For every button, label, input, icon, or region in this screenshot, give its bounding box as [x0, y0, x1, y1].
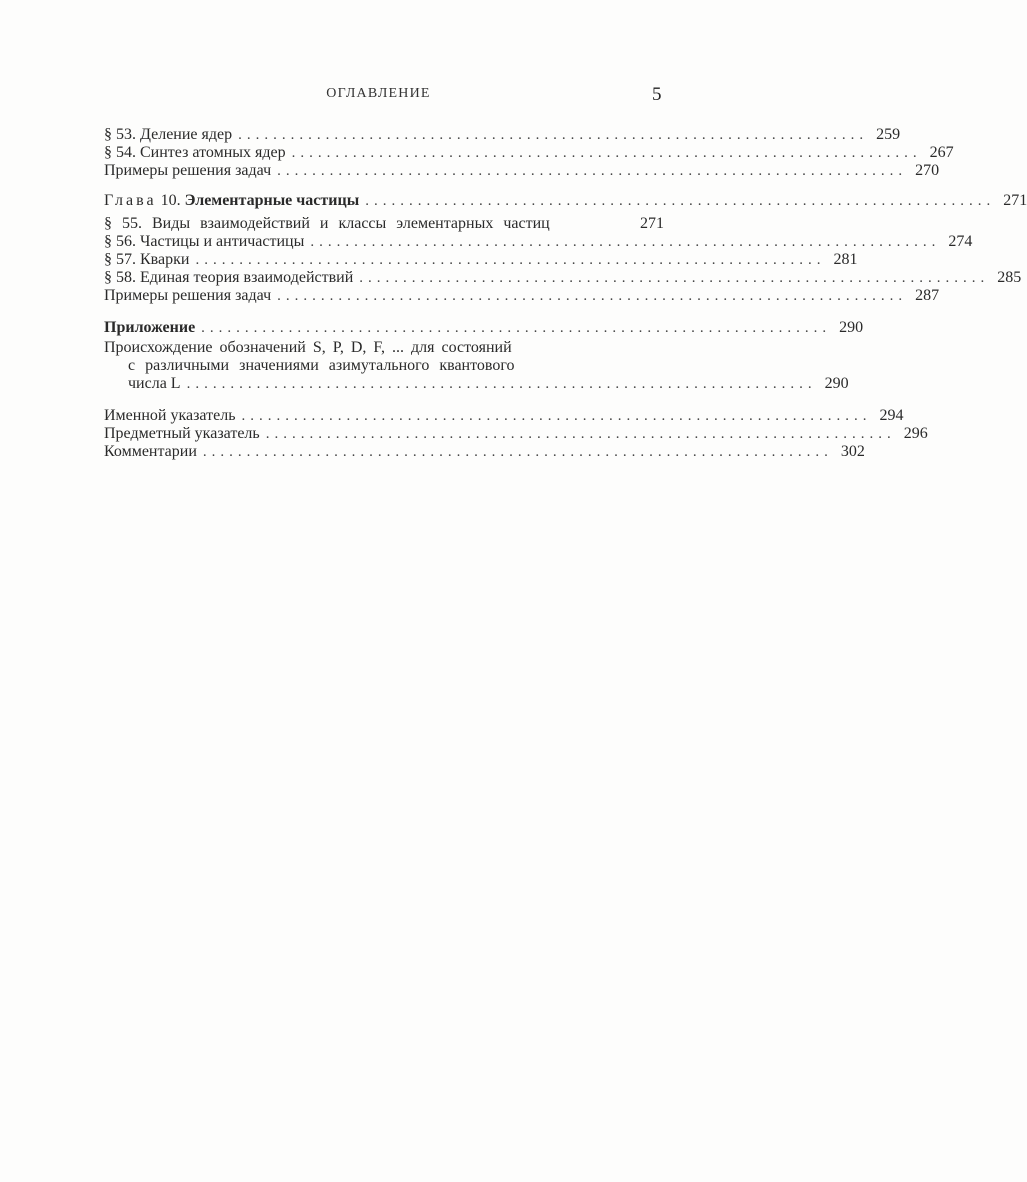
toc-entry-page: 285: [997, 269, 1022, 286]
chapter-number: 10.: [160, 192, 181, 209]
toc-chapter-entry[interactable]: [104, 192, 1027, 210]
toc-entry-title: Предметный указатель: [104, 425, 260, 442]
toc-entry-title: § 58. Единая теория взаимодействий: [104, 269, 354, 286]
toc-chapter-title: [104, 192, 359, 210]
toc-entry[interactable]: [104, 425, 928, 443]
leader-dots: ........................................................................: [310, 234, 941, 250]
toc-entry-page: 296: [903, 425, 928, 442]
leader-dots: ........................................................................: [195, 252, 826, 268]
leader-dots: ........................................................................: [241, 408, 872, 424]
leader-dots: ........................................................................: [186, 376, 817, 392]
leader-dots: ........................................................................: [202, 444, 833, 460]
toc-entry-page: 271: [1003, 192, 1027, 209]
toc-entry-title: Комментарии: [104, 443, 197, 460]
toc-entry-title: Примеры решения задач: [104, 287, 272, 304]
appendix-title: Приложение: [104, 319, 196, 336]
leader-dots: ........................................................................: [277, 163, 908, 179]
toc-entry-page: 290: [824, 375, 849, 392]
chapter-prefix: Глава: [104, 192, 157, 209]
chapter-name: Элементарные частицы: [184, 192, 360, 209]
appendix-item-line1: Происхождение обозначений S, P, D, F, ... для состояний: [104, 339, 512, 356]
toc-entry-title: § 55. Виды взаимодействий и классы элементарных частиц: [104, 215, 550, 232]
toc-entry[interactable]: [104, 443, 865, 461]
toc-entry-page: 294: [879, 407, 904, 424]
toc-entry[interactable]: [104, 162, 940, 180]
toc-entry-title: Именной указатель: [104, 407, 236, 424]
toc-entry-page: 271: [640, 215, 664, 232]
leader-dots: ........................................................................: [265, 426, 896, 442]
running-header-title: ОГЛАВЛЕНИЕ: [326, 86, 431, 101]
toc-entry-page: 270: [915, 162, 940, 179]
toc-entry-title: § 56. Частицы и античастицы: [104, 233, 305, 250]
page-number: 5: [652, 84, 662, 105]
toc-entry[interactable]: [104, 407, 904, 425]
toc-entry-page: 274: [948, 233, 973, 250]
toc-entry-title: § 53. Деление ядер: [104, 126, 233, 143]
toc-entry-title: Примеры решения задач: [104, 162, 272, 179]
toc-appendix-entry[interactable]: [104, 319, 864, 337]
toc-entry-page: 290: [839, 319, 864, 336]
toc-entry-page: 267: [929, 144, 954, 161]
toc-entry-page: 287: [915, 287, 940, 304]
toc-entry[interactable]: [104, 215, 664, 233]
leader-dots: ........................................................................: [238, 127, 869, 143]
toc-entry[interactable]: [104, 233, 973, 251]
toc-entry[interactable]: [104, 269, 1022, 287]
table-of-contents: [104, 126, 1027, 461]
toc-entry-title: § 57. Кварки: [104, 251, 190, 268]
toc-entry-page: 259: [876, 126, 901, 143]
toc-entry[interactable]: [104, 251, 858, 269]
leader-dots: ........................................................................: [201, 320, 832, 336]
toc-entry-page: 302: [840, 443, 865, 460]
appendix-item-line2: с различными значениями азимутального квантового: [128, 357, 515, 374]
leader-dots: ........................................................................: [365, 193, 996, 209]
toc-entry-page: 281: [833, 251, 858, 268]
toc-appendix-item[interactable]: [104, 339, 849, 393]
leader-dots: ........................................................................: [277, 288, 908, 304]
toc-entry-title: § 54. Синтез атомных ядер: [104, 144, 286, 161]
leader-dots: ........................................................................: [359, 270, 990, 286]
leader-dots: ........................................................................: [291, 145, 922, 161]
toc-entry[interactable]: [104, 126, 901, 144]
toc-entry[interactable]: [104, 287, 940, 305]
toc-entry[interactable]: [104, 144, 954, 162]
appendix-item-line3: числа L: [128, 375, 181, 392]
